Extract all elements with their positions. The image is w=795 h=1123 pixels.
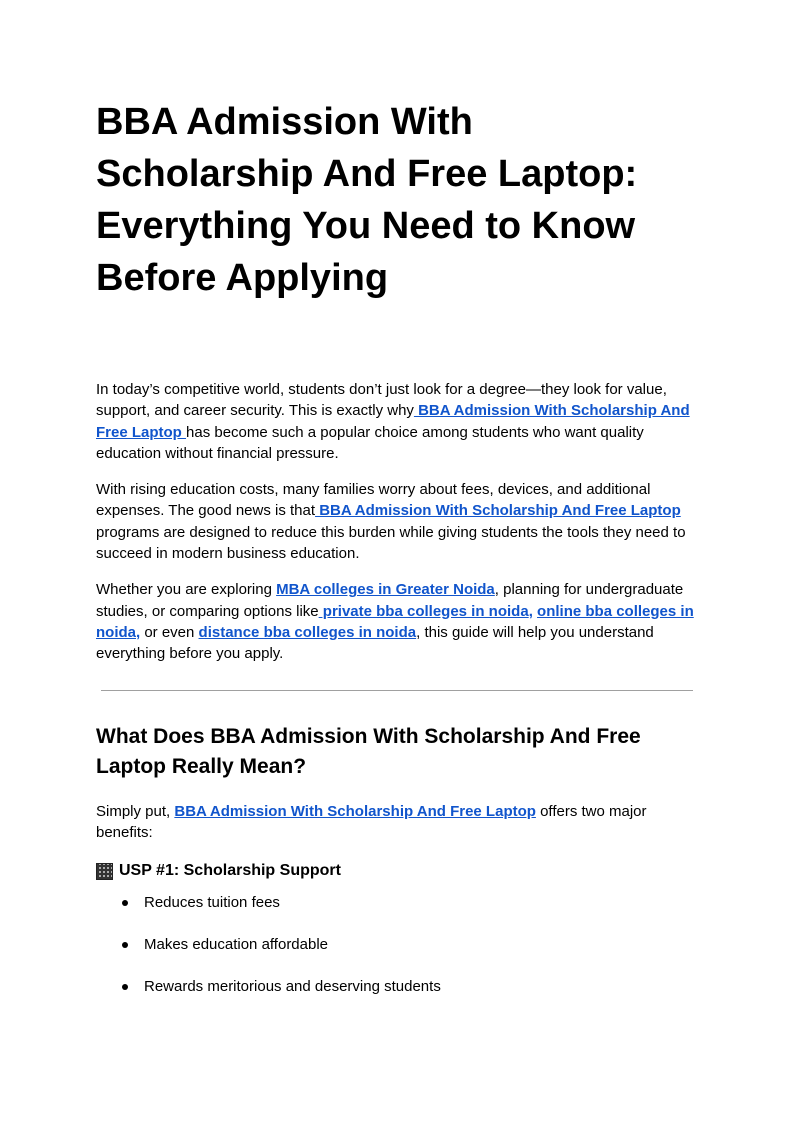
section-text-after: offers two major benefits:: [96, 802, 647, 841]
list-item-text: Makes education affordable: [144, 936, 329, 954]
mba-greater-noida-link[interactable]: MBA colleges in Greater Noida: [276, 581, 495, 599]
intro-p2-text-after: programs are designed to reduce this burden while giving students the tools they need to succeed in modern business education.: [96, 523, 686, 563]
page-title: BBA Admission With Scholarship And Free Laptop: Everything You Need to Know Before Applying: [96, 101, 638, 299]
bullet-icon: [122, 900, 128, 906]
intro-p3-text-mid-1: , planning for undergraduate studies, or comparing options like: [96, 581, 684, 620]
intro-p3-text-mid-2: or even: [140, 623, 199, 641]
document-page: [96, 96, 696, 1018]
bullet-icon: [122, 984, 128, 990]
bba-scholarship-link-3[interactable]: BBA Admission With Scholarship And Free Laptop: [174, 802, 536, 820]
intro-p1-text-after: has become such a popular choice among students who want quality education without financial pressure.: [96, 423, 644, 462]
section-paragraph: [96, 801, 696, 844]
title-spacer: [96, 304, 696, 379]
grid-icon: [96, 863, 113, 880]
link-comma: ,: [528, 602, 533, 620]
intro-p3-text-after: , this guide will help you understand everything before you apply.: [96, 623, 654, 663]
section-heading: What Does BBA Admission With Scholarship And Free Laptop Really Mean?: [96, 724, 641, 778]
online-bba-noida-link[interactable]: online bba colleges in noida,: [96, 602, 694, 641]
distance-bba-noida-link[interactable]: distance bba colleges in noida: [198, 623, 417, 641]
intro-paragraph-2: [96, 479, 696, 564]
private-bba-noida-link[interactable]: private bba colleges in noida: [318, 602, 529, 620]
bullet-icon: [122, 942, 128, 948]
bba-scholarship-link-1[interactable]: BBA Admission With Scholarship And Free Laptop: [96, 402, 690, 441]
list-item: [96, 976, 696, 997]
list-item: [96, 892, 696, 913]
list-item-text: Rewards meritorious and deserving students: [144, 978, 441, 996]
usp1-heading: [96, 860, 696, 882]
bba-scholarship-link-2[interactable]: BBA Admission With Scholarship And Free Laptop: [315, 502, 681, 520]
intro-paragraph-3: [96, 579, 696, 664]
intro-p2-text-before: With rising education costs, many families worry about fees, devices, and additional expenses. The good news is that: [96, 481, 651, 520]
intro-p1-text-before: In today’s competitive world, students don’t just look for a degree—they look for value, support, and career security. This is exactly why: [96, 381, 667, 420]
intro-paragraph-1: [96, 379, 696, 464]
usp1-bullet-list: [96, 892, 696, 997]
list-item: [96, 934, 696, 955]
intro-p3-text-before: Whether you are exploring: [96, 581, 277, 599]
section-text-before: Simply put,: [96, 802, 175, 820]
usp1-heading-text: USP #1: Scholarship Support: [119, 862, 341, 880]
list-item-text: Reduces tuition fees: [144, 894, 280, 912]
horizontal-divider: [101, 690, 693, 691]
